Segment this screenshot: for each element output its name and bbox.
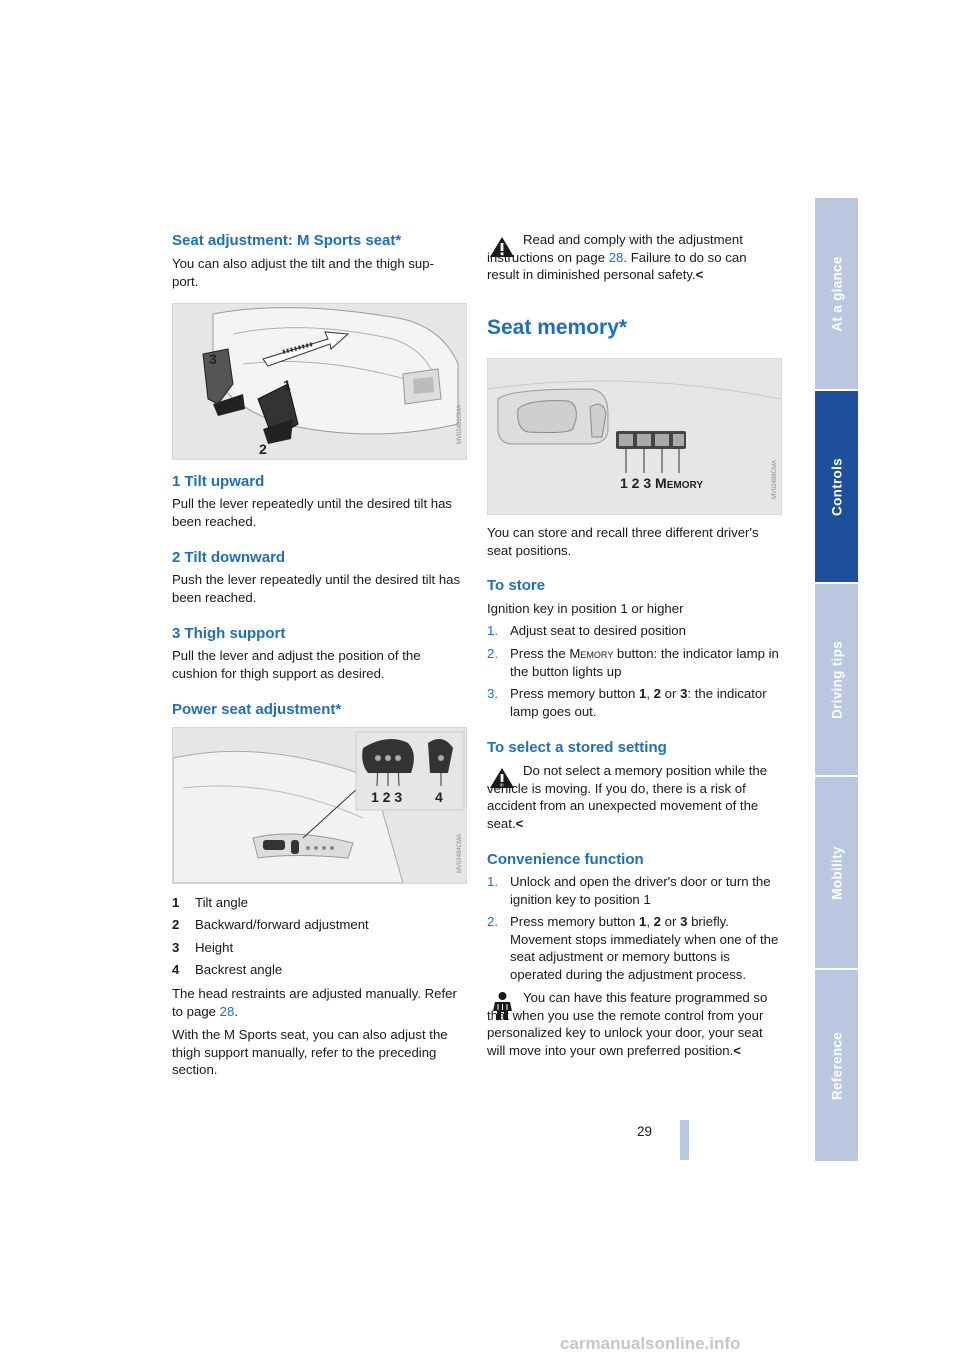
list-item: 2. Press the Memory button: the indicator lamp in the button lights up	[487, 646, 779, 679]
list-item: 4 Backrest angle	[172, 962, 283, 977]
heading-thigh-support: 3 Thigh support	[172, 625, 286, 642]
memory-key: Memory	[569, 646, 614, 661]
intro-text: You can also adjust the tilt and the thigh sup- port.	[172, 256, 434, 289]
heading-to-store: To store	[487, 577, 546, 594]
heading-tilt-upward: 1 Tilt upward	[172, 473, 265, 490]
end-mark: <	[695, 267, 704, 282]
list-item: 1. Adjust seat to desired position	[487, 623, 686, 638]
fig3-labels: 1 2 3 Memory	[620, 475, 703, 491]
tab-controls[interactable]: Controls	[815, 391, 858, 582]
fig2-label-123: 1 2 3	[371, 789, 403, 805]
fig1-label-3: 3	[209, 351, 217, 367]
msports-manual-text: With the M Sports seat, you can also adjust the thigh support manually, refer to the preceding section.	[172, 1027, 448, 1077]
list-item: 2. Press memory button 1, 2 or 3 briefly. Movement stops immediately when one of the seat adjustment or memory buttons is operated during the adjustment process.	[487, 914, 779, 982]
page-link-28-warning[interactable]: 28	[608, 249, 624, 265]
tab-mobility[interactable]: Mobility	[815, 777, 858, 968]
page-link-28[interactable]: 28	[219, 1003, 235, 1019]
heading-tilt-downward: 2 Tilt downward	[172, 549, 286, 566]
thigh-support-text: Pull the lever and adjust the position of the cushion for thigh support as desired.	[172, 648, 421, 681]
fig2-label-4: 4	[435, 789, 443, 805]
list-item: 3 Height	[172, 940, 234, 955]
head-restraints-text: The head restraints are adjusted manually. Refer to page 28.	[172, 986, 457, 1019]
fig2-code: MV02484CMA	[457, 833, 463, 873]
heading-convenience: Convenience function	[487, 851, 644, 868]
heading-seat-memory: Seat memory*	[487, 316, 628, 339]
fig1-label-1: 1	[283, 377, 291, 393]
heading-select-stored: To select a stored setting	[487, 739, 667, 756]
tilt-upward-text: Pull the lever repeatedly until the desired tilt has been reached.	[172, 496, 453, 529]
programming-note-text: You can have this feature programmed so that when you use the remote control from your personalized key to unlock your door, your seat will move into your own preferred position.<	[487, 990, 768, 1058]
figure-seat-memory	[487, 358, 782, 515]
list-item: 1. Unlock and open the driver's door or turn the ignition key to position 1	[487, 874, 771, 907]
tilt-downward-text: Push the lever repeatedly until the desired tilt has been reached.	[172, 572, 461, 605]
heading-m-sports-seat: Seat adjustment: M Sports seat*	[172, 232, 402, 249]
list-item: 3. Press memory button 1, 2 or 3: the indicator lamp goes out.	[487, 686, 767, 719]
warning-adjustment-text: Read and comply with the adjustment instructions on page 28. Failure to do so can result in diminished personal safety.<	[487, 232, 747, 282]
watermark-footer: carmanualsonline.info	[560, 1334, 741, 1353]
store-recall-text: You can store and recall three different driver's seat positions.	[487, 525, 759, 558]
tab-reference[interactable]: Reference	[815, 970, 858, 1161]
page-number-bar	[680, 1120, 689, 1160]
list-item: 1 Tilt angle	[172, 895, 249, 910]
power-seat-illustration	[173, 728, 466, 883]
fig1-label-2: 2	[259, 441, 267, 457]
figure-power-seat	[172, 727, 467, 884]
fig3-code: MV02488CMA	[772, 459, 778, 499]
ignition-text: Ignition key in position 1 or higher	[487, 601, 684, 616]
page-number: 29	[637, 1124, 653, 1139]
fig1-code: MV02481CMA	[457, 404, 463, 444]
heading-power-seat: Power seat adjustment*	[172, 701, 342, 718]
tab-driving-tips[interactable]: Driving tips	[815, 584, 858, 775]
figure-m-sports-seat	[172, 303, 467, 460]
m-sports-seat-illustration	[173, 304, 466, 459]
list-item: 2 Backward/forward adjustment	[172, 917, 369, 932]
tab-at-a-glance[interactable]: At a glance	[815, 198, 858, 389]
seat-memory-illustration	[488, 359, 781, 514]
warning-moving-text: Do not select a memory position while the vehicle is moving. If you do, there is a risk of accident from an unexpected movement of the seat.<	[487, 763, 768, 831]
